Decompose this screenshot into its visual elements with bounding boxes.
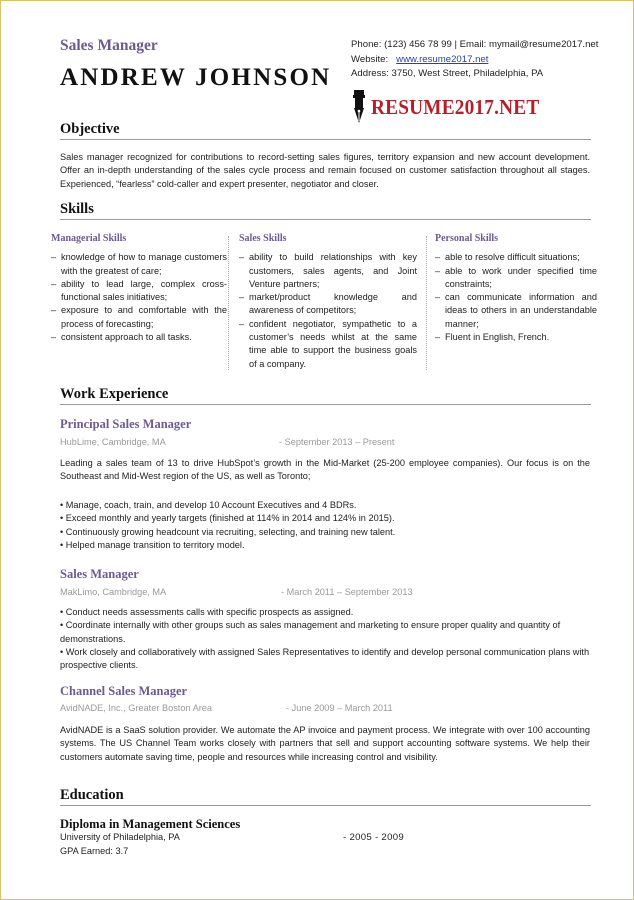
job-company: HubLime, Cambridge, MA <box>60 437 166 447</box>
degree-title: Diploma in Management Sciences <box>60 817 241 831</box>
skill-item: – consistent approach to all tasks. <box>51 331 227 344</box>
job-dates: - September 2013 – Present <box>279 437 395 447</box>
website-link[interactable]: www.resume2017.net <box>396 53 489 65</box>
job-summary: AvidNADE is a SaaS solution provider. We automate the AP invoice and payment process. We integrate with over 100 accounting systems. The US Channel Team works closely with partners that sell and support accounting software systems. We help their customers automate saving time, people and resources while increasing control and visibility. <box>60 725 590 762</box>
skill-column-personal <box>435 232 597 344</box>
job-company: MakLimo, Cambridge, MA <box>60 587 167 597</box>
skill-item: – ability to build relationships with key customers, sales agents, and Joint Venture partners; <box>239 251 417 291</box>
school-name: University of Philadelphia, PA <box>60 832 180 842</box>
section-divider <box>60 805 591 806</box>
skill-column-heading: Personal Skills <box>435 233 499 244</box>
job-bullet: • Conduct needs assessments calls with specific prospects as assigned. <box>60 607 354 617</box>
job-bullet: • Helped manage transition to territory model. <box>60 539 245 550</box>
job-dates: - June 2009 – March 2011 <box>286 703 393 713</box>
skill-item: – can communicate information and ideas to others in an understandable manner; <box>435 291 597 331</box>
brand-text: RESUME2017.NET <box>371 94 540 119</box>
job-bullet: • Exceed monthly and yearly targets (finished at 114% in 2014 and 124% in 2015). <box>60 513 395 524</box>
column-separator <box>228 236 229 370</box>
objective-text: Sales manager recognized for contributions to record-setting sales figures, territory expansion and new account development. Offer an in-depth understanding of the sales cycle process and remain focused on customer satisfaction throughout all stages. Experienced, “fearless” cold-caller and expert presenter, negotiator and closer. <box>60 152 590 189</box>
job-bullet: • Work closely and collaboratively with assigned Sales Representatives to identify and develop personal communication plans with prospective clients. <box>60 646 590 671</box>
phone-email-line: Phone: (123) 456 78 99 | Email: mymail@resume2017.net <box>351 39 599 50</box>
section-divider <box>60 139 591 140</box>
job-title: Channel Sales Manager <box>60 684 188 698</box>
job-bullet: • Manage, coach, train, and develop 10 Account Executives and 4 BDRs. <box>60 500 357 510</box>
job-bullet: • Continuously growing headcount via recruiting, selecting, and training new talent. <box>60 526 396 537</box>
job-dates: - March 2011 – September 2013 <box>281 587 413 597</box>
skill-item: – Fluent in English, French. <box>435 331 597 344</box>
gpa-line: GPA Earned: 3.7 <box>60 846 129 856</box>
job-title: Principal Sales Manager <box>60 417 192 431</box>
skill-item: – able to work under specified time constraints; <box>435 265 597 292</box>
job-title: Sales Manager <box>60 567 139 581</box>
section-divider <box>60 404 591 405</box>
skill-item: – knowledge of how to manage customers with the greatest of care; <box>51 251 227 278</box>
objective-title: Objective <box>60 121 120 137</box>
job-title-label: Sales Manager <box>60 37 158 54</box>
skill-item: – able to resolve difficult situations; <box>435 251 597 264</box>
website-line <box>351 53 598 68</box>
address-line: Address: 3750, West Street, Philadelphia, PA <box>351 68 544 79</box>
website-label: Website: <box>351 53 389 65</box>
skill-item: – confident negotiator, sympathetic to a customer’s needs whilst at the same time able to support the business goals of a company. <box>239 318 417 371</box>
job-bullets <box>60 606 590 672</box>
job-bullet: • Coordinate internally with other groups such as sales management and marketing to ensure proper quality and quantity of demonstrations. <box>60 620 561 644</box>
skill-item: – ability to lead large, complex cross-functional sales initiatives; <box>51 278 227 305</box>
column-separator <box>426 236 427 370</box>
skill-list <box>51 251 227 344</box>
section-divider <box>60 219 591 220</box>
experience-title: Work Experience <box>60 386 169 402</box>
skill-list <box>239 251 417 371</box>
education-title: Education <box>60 787 124 803</box>
skill-column-heading: Sales Skills <box>239 233 287 244</box>
brand-logo <box>351 89 554 125</box>
job-summary: Leading a sales team of 13 to drive HubSpot’s growth in the Mid-Market (25-200 employee companies). Our focus is on the Southeast and Mid-West region of the US, as well as Toronto; <box>60 458 590 482</box>
education-years: - 2005 - 2009 <box>343 832 404 843</box>
skill-column-heading: Managerial Skills <box>51 233 127 244</box>
skill-column-managerial <box>51 232 227 344</box>
skill-column-sales <box>239 232 417 371</box>
skill-list <box>435 251 597 344</box>
candidate-name: ANDREW JOHNSON <box>60 64 332 91</box>
job-company: AvidNADE, Inc., Greater Boston Area <box>60 703 213 713</box>
job-bullets <box>60 499 590 552</box>
skill-item: – market/product knowledge and awareness of competitors; <box>239 291 417 318</box>
skill-item: – exposure to and comfortable with the process of forecasting; <box>51 304 227 331</box>
contact-block <box>351 38 598 82</box>
fountain-pen-icon <box>351 90 367 124</box>
skills-title: Skills <box>60 201 94 217</box>
